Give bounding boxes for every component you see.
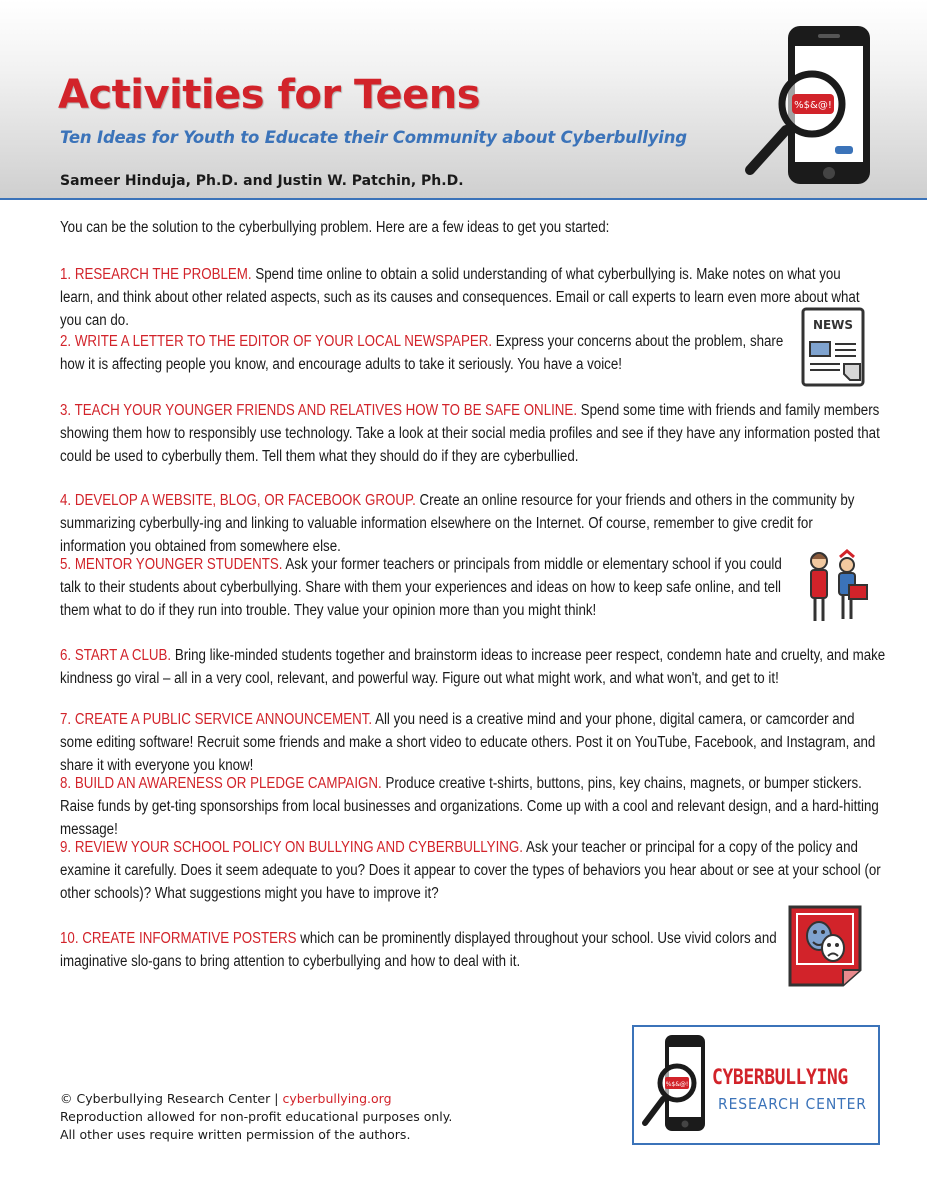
- item-body: Ask your former teachers or principals from middle or elementary school if you could talk to their students about cyberbullying. Share with them your experiences and ideas on how to keep safe online, and tell them what to do if they run into trouble. They value your opinion more than you might think!: [60, 556, 782, 619]
- page-subtitle: Ten Ideas for Youth to Educate their Community about Cyberbullying: [60, 128, 687, 147]
- item-heading: 6. START A CLUB.: [60, 647, 172, 664]
- item-body: Ask your teacher or principal for a copy of the policy and examine it carefully. Does it seem adequate to you? Does it appear to cover the types of behaviors you hear about or see at your school (or other schools)? What suggestions might you have to improve it?: [60, 839, 881, 902]
- website-link[interactable]: cyberbullying.org: [282, 1091, 392, 1106]
- item-heading: 7. CREATE A PUBLIC SERVICE ANNOUNCEMENT.: [60, 711, 373, 728]
- mentor-students-icon: [803, 545, 869, 625]
- item-body: Spend some time with friends and family members showing them how to responsibly use technology. Take a look at their social media profiles and see if they have any information posted that could be used to cyberbully them. Tell them what they should do if they are cyberbullied.: [60, 402, 880, 465]
- theater-masks-icon: [787, 904, 863, 988]
- item-heading: 3. TEACH YOUR YOUNGER FRIENDS AND RELATIVES HOW TO BE SAFE ONLINE.: [60, 402, 578, 419]
- item-heading: 10. CREATE INFORMATIVE POSTERS: [60, 930, 297, 947]
- page-header: [0, 0, 927, 200]
- item-heading: 4. DEVELOP A WEBSITE, BLOG, OR FACEBOOK GROUP.: [60, 492, 416, 509]
- item-body: Produce creative t-shirts, buttons, pins, key chains, magnets, or bumper stickers. Raise funds by get-ting sponsorships from local businesses and organizations. Come up with a cool and relevant design, and a hard-hitting message!: [60, 775, 879, 838]
- list-item: [60, 263, 873, 332]
- item-body: Create an online resource for your friends and others in the community by summarizing cyberbully-ing and linking to valuable information elsewhere on the Internet. Of course, remember to give credit for information you obtained from somewhere else.: [60, 492, 855, 555]
- copyright-text: © Cyberbullying Research Center: [60, 1091, 271, 1106]
- item-heading: 2. WRITE A LETTER TO THE EDITOR OF YOUR LOCAL NEWSPAPER.: [60, 333, 493, 350]
- item-body: Bring like-minded students together and brainstorm ideas to increase peer respect, condemn hate and cruelty, and make kindness go viral – all in a very cool, relevant, and powerful way. Figure out what might work, and what won't, and get to it!: [60, 647, 886, 687]
- footer-reproduction-note: Reproduction allowed for non-profit educational purposes only.: [60, 1109, 453, 1124]
- item-heading: 9. REVIEW YOUR SCHOOL POLICY ON BULLYING AND CYBERBULLYING.: [60, 839, 523, 856]
- item-body: Spend time online to obtain a solid understanding of what cyberbullying is. Make notes on what you learn, and think about other related aspects, such as its causes and consequences. Email or call experts to learn even more about what you can do.: [60, 266, 860, 329]
- list-item: [60, 927, 791, 973]
- newspaper-icon: [800, 306, 866, 388]
- footer: [60, 1090, 452, 1144]
- list-item: [60, 644, 886, 690]
- logo-title: CYBERBULLYING: [712, 1065, 848, 1089]
- page-title: Activities for Teens: [58, 72, 481, 118]
- list-item: [60, 708, 886, 777]
- item-body: which can be prominently displayed throughout your school. Use vivid colors and imaginative slo-gans to bring attention to cyberbullying and how to deal with it.: [60, 930, 777, 970]
- footer-separator: |: [274, 1091, 279, 1106]
- list-item: [60, 489, 881, 558]
- list-item: [60, 399, 890, 468]
- news-label: NEWS: [812, 318, 854, 332]
- list-item: [60, 553, 787, 622]
- footer-permission-note: All other uses require written permission of the authors.: [60, 1127, 411, 1142]
- logo-phone-magnifier-icon: [641, 1033, 709, 1137]
- intro-text: You can be the solution to the cyberbullying problem. Here are a few ideas to get you started:: [60, 219, 610, 236]
- item-heading: 8. BUILD AN AWARENESS OR PLEDGE CAMPAIGN.: [60, 775, 382, 792]
- list-item: [60, 330, 787, 376]
- logo-screen-text: %$&@!: [665, 1081, 689, 1088]
- list-item: [60, 836, 886, 905]
- item-body: All you need is a creative mind and your phone, digital camera, or camcorder and some editing software! Recruit some friends and make a short video to educate others. Post it on YouTube, Facebook, and Instagram, and share it with everyone you know!: [60, 711, 876, 774]
- list-item: [60, 772, 881, 841]
- phone-magnifier-icon: [740, 20, 890, 190]
- item-body: Express your concerns about the problem, share how it is affecting people you know, and encourage adults to take it seriously. You have a voice!: [60, 333, 784, 373]
- phone-screen-text: %$&@!: [794, 100, 832, 111]
- item-heading: 1. RESEARCH THE PROBLEM.: [60, 266, 252, 283]
- authors-line: Sameer Hinduja, Ph.D. and Justin W. Patchin, Ph.D.: [60, 173, 464, 189]
- logo-subtitle: RESEARCH CENTER: [718, 1095, 867, 1113]
- item-heading: 5. MENTOR YOUNGER STUDENTS.: [60, 556, 283, 573]
